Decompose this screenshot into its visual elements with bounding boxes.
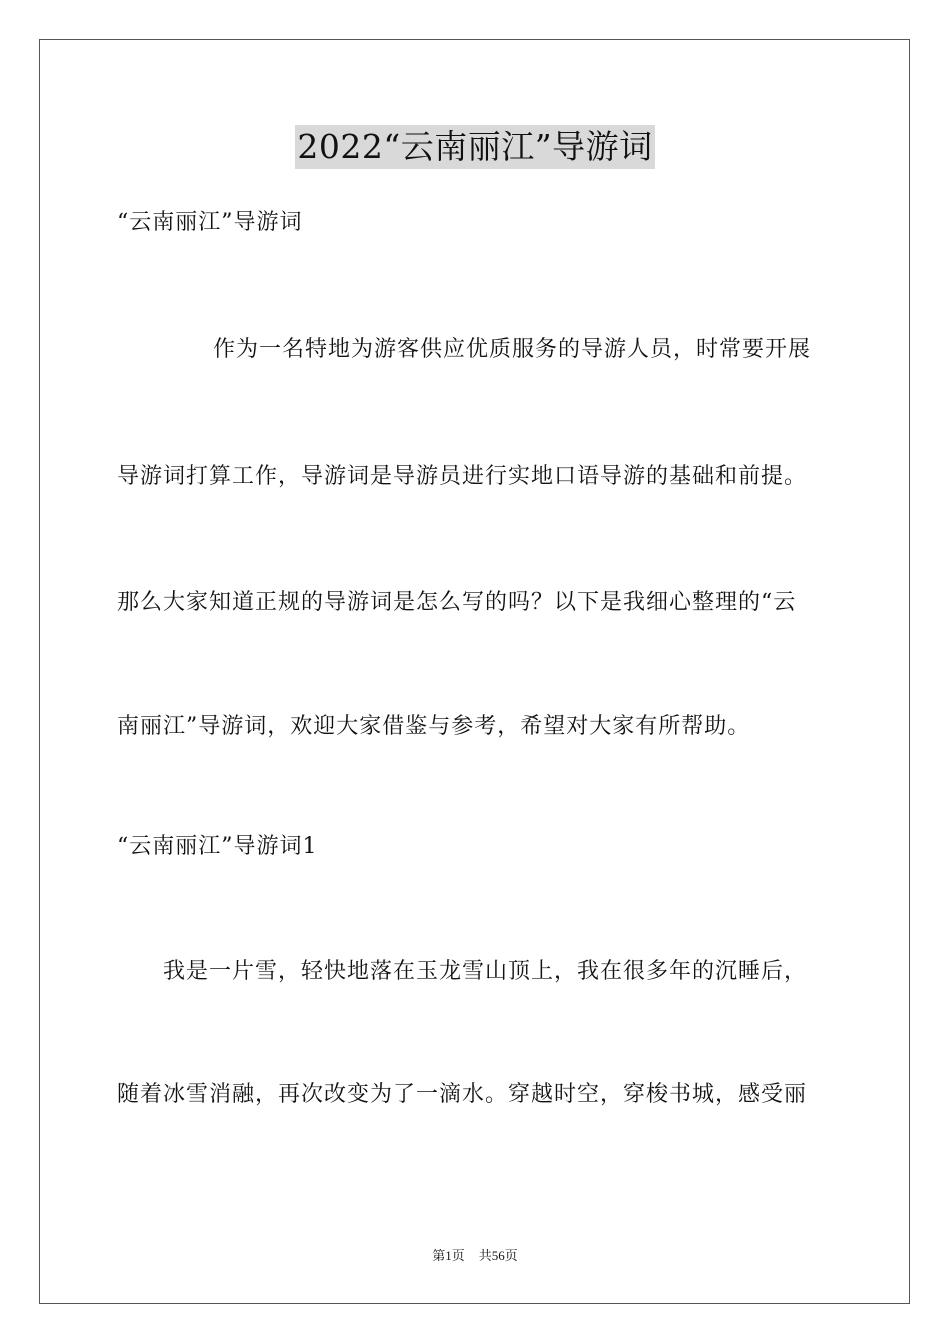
paragraph-line: 导游词打算工作，导游词是导游员进行实地口语导游的基础和前提。 [117, 464, 808, 489]
paragraph-line: 我是一片雪，轻快地落在玉龙雪山顶上，我在很多年的沉睡后， [163, 959, 808, 984]
page-footer [0, 1247, 950, 1265]
section-heading: “云南丽江”导游词1 [117, 834, 318, 859]
page-number: 第1页 [432, 1248, 465, 1263]
paragraph-line: 南丽江”导游词，欢迎大家借鉴与参考，希望对大家有所帮助。 [117, 714, 751, 739]
title-container [0, 125, 950, 169]
subtitle-line: “云南丽江”导游词 [117, 210, 303, 235]
paragraph-line: 随着冰雪消融，再次改变为了一滴水。穿越时空，穿梭书城，感受丽 [117, 1082, 808, 1107]
document-title: 2022“云南丽江”导游词 [295, 125, 654, 169]
page-total: 共56页 [478, 1248, 518, 1263]
paragraph-line: 作为一名特地为游客供应优质服务的导游人员，时常要开展 [213, 337, 812, 362]
paragraph-line: 那么大家知道正规的导游词是怎么写的吗？以下是我细心整理的“云 [117, 590, 797, 615]
